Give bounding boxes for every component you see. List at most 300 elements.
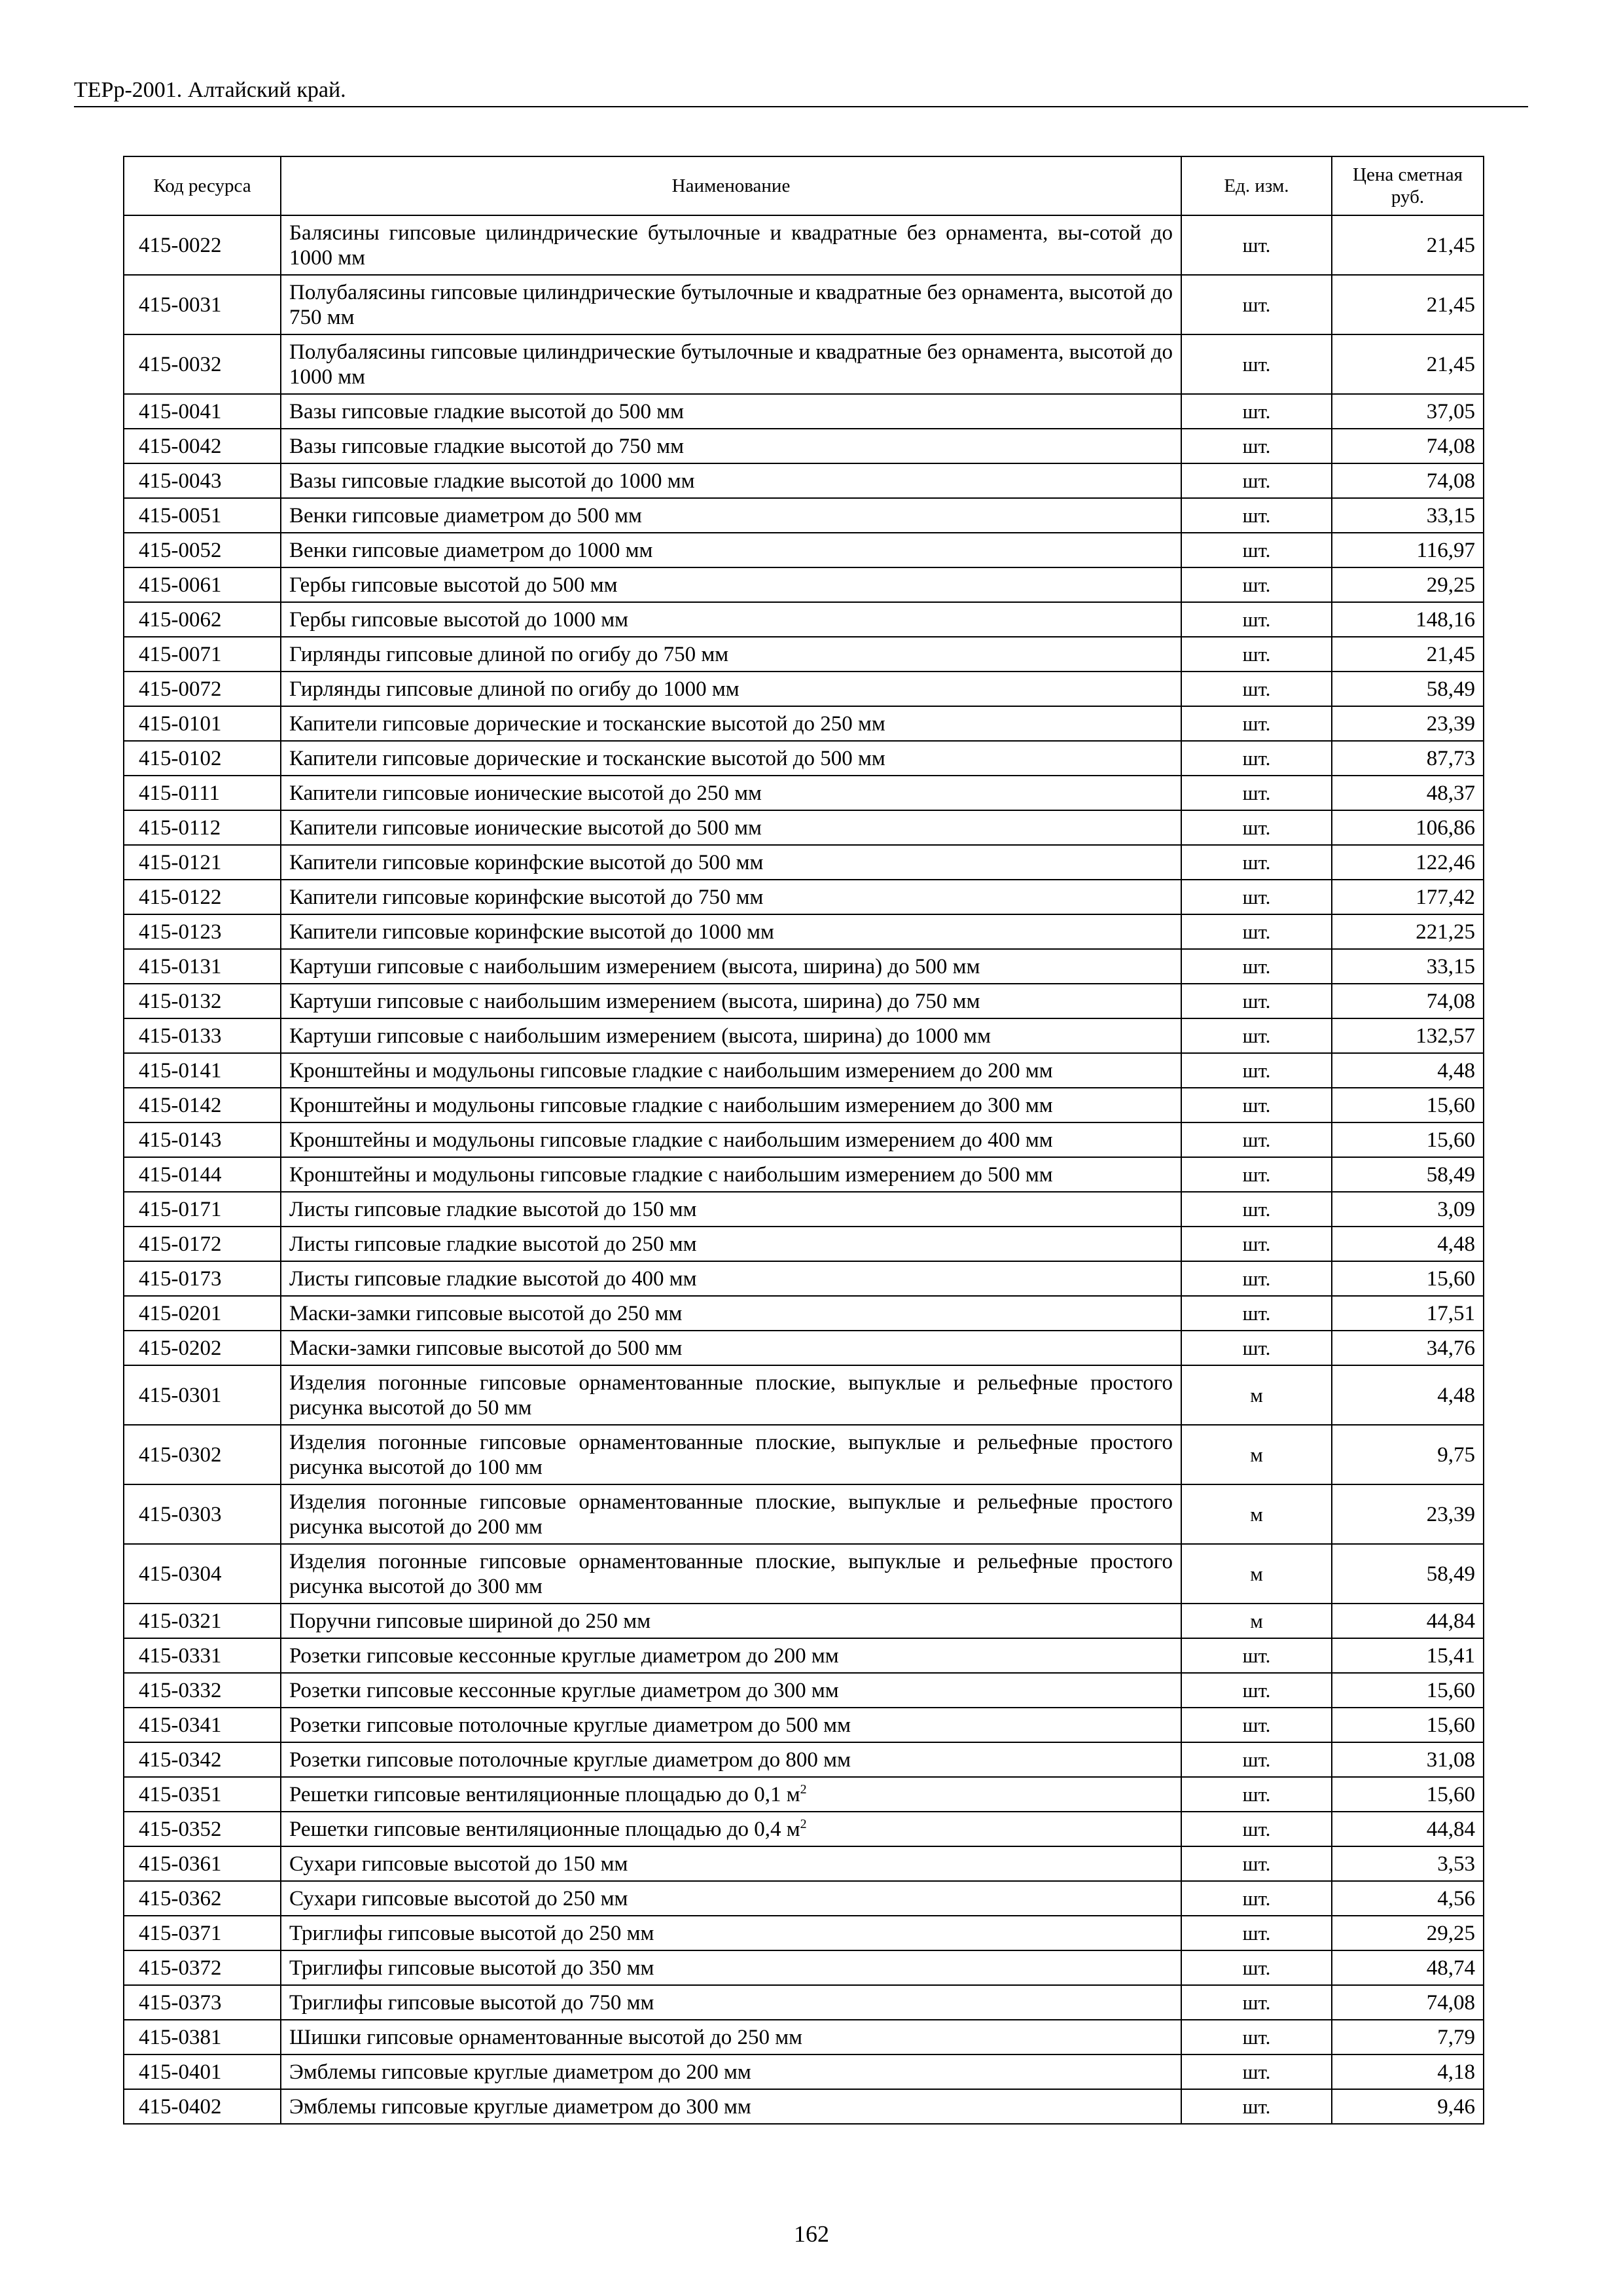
unit-of-measure: шт. [1181,567,1332,602]
resource-name-text: Сухари гипсовые высотой до 150 мм [289,1852,628,1876]
column-header-price: Цена сметная руб. [1332,156,1484,215]
table-row [124,914,1484,949]
unit-of-measure: шт. [1181,1261,1332,1296]
resource-name-text: Капители гипсовые ионические высотой до 250 мм [289,781,762,805]
estimated-price: 177,42 [1332,880,1484,914]
table-row [124,1708,1484,1742]
resource-code: 415-0201 [124,1296,281,1331]
estimated-price: 122,46 [1332,845,1484,880]
estimated-price: 221,25 [1332,914,1484,949]
estimated-price: 4,48 [1332,1053,1484,1088]
estimated-price: 106,86 [1332,810,1484,845]
estimated-price: 15,41 [1332,1638,1484,1673]
table-row [124,275,1484,334]
estimated-price: 15,60 [1332,1122,1484,1157]
table-row [124,1544,1484,1604]
column-header-code: Код ресурса [124,156,281,215]
resource-name-text: Триглифы гипсовые высотой до 350 мм [289,1956,654,1980]
resource-code: 415-0032 [124,334,281,394]
unit-of-measure: шт. [1181,1881,1332,1916]
resource-name-text: Картуши гипсовые с наибольшим измерением (высота, ширина) до 500 мм [289,954,980,978]
estimated-price: 31,08 [1332,1742,1484,1777]
unit-of-measure: шт. [1181,215,1332,275]
estimated-price: 7,79 [1332,2020,1484,2054]
resource-name-text: Полубалясины гипсовые цилиндрические бутылочные и квадратные без орнамента, высотой до 1000 мм [289,340,1173,389]
unit-of-measure: шт. [1181,1192,1332,1227]
resource-code: 415-0321 [124,1604,281,1638]
table-row [124,810,1484,845]
estimated-price: 4,56 [1332,1881,1484,1916]
table-row [124,1261,1484,1296]
resource-name [281,1985,1181,2020]
table-header-row [124,156,1484,215]
table-row [124,949,1484,984]
estimated-price: 9,46 [1332,2089,1484,2124]
resource-name-text: Капители гипсовые коринфские высотой до 750 мм [289,885,764,909]
resource-name [281,637,1181,672]
resource-code: 415-0372 [124,1950,281,1985]
table-row [124,984,1484,1018]
resource-code: 415-0052 [124,533,281,567]
table-row [124,602,1484,637]
resource-name-text: Эмблемы гипсовые круглые диаметром до 200 мм [289,2060,751,2084]
estimated-price: 44,84 [1332,1812,1484,1846]
unit-of-measure: шт. [1181,810,1332,845]
resource-code: 415-0341 [124,1708,281,1742]
estimated-price: 15,60 [1332,1088,1484,1122]
resource-code: 415-0122 [124,880,281,914]
resource-name-text: Эмблемы гипсовые круглые диаметром до 300 мм [289,2094,751,2119]
resource-code: 415-0051 [124,498,281,533]
resource-code: 415-0062 [124,602,281,637]
unit-of-measure: шт. [1181,949,1332,984]
resource-name [281,1088,1181,1122]
table-row [124,1916,1484,1950]
resource-name-text: Изделия погонные гипсовые орнаментованные плоские, выпуклые и рельефные простого рисунка высотой до 100 мм [289,1430,1173,1479]
resource-name [281,741,1181,776]
estimated-price: 48,37 [1332,776,1484,810]
resource-code: 415-0401 [124,2054,281,2089]
table-row [124,1053,1484,1088]
unit-of-measure: м [1181,1544,1332,1604]
resource-name [281,1916,1181,1950]
resource-code: 415-0381 [124,2020,281,2054]
table-row [124,1192,1484,1227]
table-row [124,567,1484,602]
unit-of-measure: шт. [1181,1985,1332,2020]
resource-name [281,1638,1181,1673]
resource-name-text: Поручни гипсовые шириной до 250 мм [289,1609,651,1633]
resource-name-text: Триглифы гипсовые высотой до 250 мм [289,1921,654,1945]
resource-code: 415-0302 [124,1425,281,1484]
table-row [124,1846,1484,1881]
estimated-price: 44,84 [1332,1604,1484,1638]
resource-name-text: Капители гипсовые дорические и тосканские высотой до 250 мм [289,711,885,736]
estimated-price: 29,25 [1332,567,1484,602]
estimated-price: 74,08 [1332,984,1484,1018]
resource-name-text: Капители гипсовые ионические высотой до 500 мм [289,816,762,840]
unit-of-measure: шт. [1181,1638,1332,1673]
table-row [124,845,1484,880]
resource-name [281,463,1181,498]
resource-name [281,845,1181,880]
resource-name [281,533,1181,567]
resource-name [281,1846,1181,1881]
table-row [124,498,1484,533]
resource-name-text: Гербы гипсовые высотой до 1000 мм [289,607,628,632]
resource-name [281,1673,1181,1708]
resource-code: 415-0131 [124,949,281,984]
table-row [124,429,1484,463]
resource-code: 415-0061 [124,567,281,602]
resource-name [281,1777,1181,1812]
table-row [124,1950,1484,1985]
resource-code: 415-0352 [124,1812,281,1846]
unit-of-measure: шт. [1181,2089,1332,2124]
unit-of-measure: шт. [1181,275,1332,334]
table-row [124,706,1484,741]
estimated-price: 48,74 [1332,1950,1484,1985]
unit-of-measure: шт. [1181,2054,1332,2089]
estimated-price: 4,48 [1332,1365,1484,1425]
unit-of-measure: шт. [1181,1916,1332,1950]
resource-code: 415-0041 [124,394,281,429]
unit-of-measure: шт. [1181,602,1332,637]
resource-code: 415-0101 [124,706,281,741]
resource-name-text: Изделия погонные гипсовые орнаментованные плоские, выпуклые и рельефные простого рисунка высотой до 50 мм [289,1371,1173,1420]
estimated-price: 21,45 [1332,637,1484,672]
estimated-price: 15,60 [1332,1673,1484,1708]
estimated-price: 21,45 [1332,215,1484,275]
unit-of-measure: шт. [1181,2020,1332,2054]
unit-of-measure: шт. [1181,1296,1332,1331]
estimated-price: 58,49 [1332,1157,1484,1192]
table-row [124,394,1484,429]
table-row [124,776,1484,810]
resource-name-text: Кронштейны и модульоны гипсовые гладкие с наибольшим измерением до 400 мм [289,1128,1053,1152]
resource-code: 415-0371 [124,1916,281,1950]
unit-of-measure: шт. [1181,394,1332,429]
resource-code: 415-0141 [124,1053,281,1088]
resource-name-text: Венки гипсовые диаметром до 500 мм [289,503,642,528]
estimated-price: 4,18 [1332,2054,1484,2089]
resource-name-text: Гирлянды гипсовые длиной по огибу до 750 мм [289,642,729,666]
table-row [124,1484,1484,1544]
unit-of-measure: шт. [1181,1157,1332,1192]
resource-name [281,1227,1181,1261]
estimated-price: 3,09 [1332,1192,1484,1227]
unit-of-measure: шт. [1181,1846,1332,1881]
resource-code: 415-0402 [124,2089,281,2124]
resource-name-text: Кронштейны и модульоны гипсовые гладкие с наибольшим измерением до 200 мм [289,1058,1053,1083]
estimated-price: 58,49 [1332,1544,1484,1604]
resource-name [281,1881,1181,1916]
estimated-price: 148,16 [1332,602,1484,637]
resource-code: 415-0031 [124,275,281,334]
table-row [124,1365,1484,1425]
resource-name-text: Вазы гипсовые гладкие высотой до 750 мм [289,434,685,458]
estimated-price: 29,25 [1332,1916,1484,1950]
table-row [124,672,1484,706]
resource-name [281,1425,1181,1484]
resource-name [281,602,1181,637]
resource-name-text: Решетки гипсовые вентиляционные площадью до 0,1 м [289,1782,800,1806]
estimated-price: 4,48 [1332,1227,1484,1261]
unit-of-measure: м [1181,1425,1332,1484]
resource-name [281,2089,1181,2124]
resource-name [281,1742,1181,1777]
resource-name-text: Балясины гипсовые цилиндрические бутылочные и квадратные без орнамента, вы-сотой до 1000 мм [289,221,1173,270]
resource-name [281,776,1181,810]
resource-name [281,810,1181,845]
resource-code: 415-0332 [124,1673,281,1708]
resource-code: 415-0102 [124,741,281,776]
estimated-price: 74,08 [1332,463,1484,498]
column-header-unit: Ед. изм. [1181,156,1332,215]
resource-code: 415-0202 [124,1331,281,1365]
resource-name-text: Розетки гипсовые кессонные круглые диаметром до 300 мм [289,1678,839,1702]
table-row [124,1881,1484,1916]
estimated-price: 23,39 [1332,706,1484,741]
resource-name-text: Шишки гипсовые орнаментованные высотой до 250 мм [289,2025,803,2049]
unit-of-measure: шт. [1181,1122,1332,1157]
resource-name [281,429,1181,463]
estimated-price: 21,45 [1332,334,1484,394]
resource-name [281,1296,1181,1331]
unit-of-measure: шт. [1181,776,1332,810]
table-row [124,334,1484,394]
resource-name-text: Гербы гипсовые высотой до 500 мм [289,573,618,597]
unit-of-measure: шт. [1181,1227,1332,1261]
resource-name [281,1018,1181,1053]
resource-name [281,1053,1181,1088]
resource-name-text: Розетки гипсовые потолочные круглые диаметром до 800 мм [289,1748,851,1772]
resource-name [281,1604,1181,1638]
resource-code: 415-0144 [124,1157,281,1192]
resource-code: 415-0172 [124,1227,281,1261]
estimated-price: 15,60 [1332,1261,1484,1296]
unit-exponent: 2 [800,1816,807,1831]
estimated-price: 74,08 [1332,429,1484,463]
table-row [124,637,1484,672]
resource-name-text: Триглифы гипсовые высотой до 750 мм [289,1990,654,2015]
resource-name-text: Гирлянды гипсовые длиной по огибу до 1000 мм [289,677,740,701]
unit-of-measure: шт. [1181,1950,1332,1985]
table-row [124,2054,1484,2089]
resource-name [281,984,1181,1018]
resource-name [281,1365,1181,1425]
resource-code: 415-0173 [124,1261,281,1296]
resource-code: 415-0123 [124,914,281,949]
table-row [124,2089,1484,2124]
resource-name-text: Розетки гипсовые кессонные круглые диаметром до 200 мм [289,1643,839,1668]
resource-code: 415-0351 [124,1777,281,1812]
table-row [124,1673,1484,1708]
estimated-price: 23,39 [1332,1484,1484,1544]
table-row [124,1227,1484,1261]
unit-of-measure: м [1181,1604,1332,1638]
resource-code: 415-0373 [124,1985,281,2020]
resource-name [281,914,1181,949]
resource-name-text: Листы гипсовые гладкие высотой до 400 мм [289,1266,697,1291]
resource-code: 415-0112 [124,810,281,845]
unit-of-measure: шт. [1181,1742,1332,1777]
resource-code: 415-0143 [124,1122,281,1157]
unit-of-measure: шт. [1181,1088,1332,1122]
resource-name [281,672,1181,706]
resource-name [281,2020,1181,2054]
table-row [124,1157,1484,1192]
unit-of-measure: шт. [1181,1053,1332,1088]
resource-name [281,1261,1181,1296]
table-row [124,1812,1484,1846]
resource-name [281,1812,1181,1846]
resource-name [281,880,1181,914]
table-row [124,1777,1484,1812]
resource-name [281,1708,1181,1742]
resource-name [281,2054,1181,2089]
resource-name-text: Кронштейны и модульоны гипсовые гладкие с наибольшим измерением до 500 мм [289,1162,1053,1187]
running-header: ТЕРр-2001. Алтайский край. [74,78,346,102]
estimated-price: 37,05 [1332,394,1484,429]
unit-of-measure: шт. [1181,498,1332,533]
resource-name [281,1192,1181,1227]
resource-name-text: Капители гипсовые дорические и тосканские высотой до 500 мм [289,746,885,770]
unit-of-measure: шт. [1181,672,1332,706]
resource-code: 415-0043 [124,463,281,498]
resource-name-text: Изделия погонные гипсовые орнаментованные плоские, выпуклые и рельефные простого рисунка высотой до 200 мм [289,1490,1173,1539]
estimated-price: 21,45 [1332,275,1484,334]
column-header-name: Наименование [281,156,1181,215]
resource-name [281,1331,1181,1365]
resource-name [281,498,1181,533]
resource-name [281,1122,1181,1157]
resource-price-table [123,156,1484,2125]
resource-code: 415-0022 [124,215,281,275]
resource-code: 415-0111 [124,776,281,810]
table-row [124,741,1484,776]
table-row [124,1985,1484,2020]
resource-name [281,394,1181,429]
resource-name-text: Картуши гипсовые с наибольшим измерением (высота, ширина) до 750 мм [289,989,980,1013]
estimated-price: 33,15 [1332,949,1484,984]
resource-name-text: Картуши гипсовые с наибольшим измерением (высота, ширина) до 1000 мм [289,1024,991,1048]
resource-name [281,215,1181,275]
unit-of-measure: м [1181,1484,1332,1544]
page-number: 162 [794,2221,829,2247]
unit-of-measure: шт. [1181,880,1332,914]
unit-of-measure: шт. [1181,1777,1332,1812]
resource-name [281,949,1181,984]
resource-name [281,1950,1181,1985]
resource-name-text: Вазы гипсовые гладкие высотой до 500 мм [289,399,685,423]
resource-name-text: Капители гипсовые коринфские высотой до 1000 мм [289,920,774,944]
table-row [124,533,1484,567]
unit-of-measure: шт. [1181,845,1332,880]
header-rule [74,106,1528,107]
resource-name-text: Вазы гипсовые гладкие высотой до 1000 мм [289,469,695,493]
resource-name-text: Кронштейны и модульоны гипсовые гладкие с наибольшим измерением до 300 мм [289,1093,1053,1117]
resource-code: 415-0072 [124,672,281,706]
estimated-price: 87,73 [1332,741,1484,776]
resource-code: 415-0142 [124,1088,281,1122]
estimated-price: 74,08 [1332,1985,1484,2020]
unit-of-measure: шт. [1181,637,1332,672]
table-row [124,2020,1484,2054]
resource-name [281,706,1181,741]
resource-name [281,275,1181,334]
table-row [124,1018,1484,1053]
table-row [124,1122,1484,1157]
unit-of-measure: шт. [1181,429,1332,463]
resource-code: 415-0121 [124,845,281,880]
resource-code: 415-0171 [124,1192,281,1227]
resource-code: 415-0361 [124,1846,281,1881]
resource-name-text: Маски-замки гипсовые высотой до 500 мм [289,1336,683,1360]
resource-name [281,334,1181,394]
estimated-price: 116,97 [1332,533,1484,567]
table-row [124,1296,1484,1331]
estimated-price: 58,49 [1332,672,1484,706]
resource-code: 415-0071 [124,637,281,672]
estimated-price: 15,60 [1332,1777,1484,1812]
resource-name-text: Листы гипсовые гладкие высотой до 250 мм [289,1232,697,1256]
estimated-price: 34,76 [1332,1331,1484,1365]
unit-of-measure: шт. [1181,1018,1332,1053]
resource-code: 415-0301 [124,1365,281,1425]
table-row [124,215,1484,275]
estimated-price: 3,53 [1332,1846,1484,1881]
table-row [124,1425,1484,1484]
unit-of-measure: м [1181,1365,1332,1425]
resource-code: 415-0304 [124,1544,281,1604]
unit-of-measure: шт. [1181,984,1332,1018]
resource-code: 415-0132 [124,984,281,1018]
resource-code: 415-0342 [124,1742,281,1777]
table-row [124,463,1484,498]
resource-code: 415-0303 [124,1484,281,1544]
table-row [124,1088,1484,1122]
resource-name-text: Маски-замки гипсовые высотой до 250 мм [289,1301,683,1325]
table-row [124,1638,1484,1673]
resource-name [281,567,1181,602]
resource-name-text: Розетки гипсовые потолочные круглые диаметром до 500 мм [289,1713,851,1737]
resource-name-text: Венки гипсовые диаметром до 1000 мм [289,538,653,562]
estimated-price: 33,15 [1332,498,1484,533]
resource-name-text: Капители гипсовые коринфские высотой до 500 мм [289,850,764,874]
resource-name-text: Листы гипсовые гладкие высотой до 150 мм [289,1197,697,1221]
unit-of-measure: шт. [1181,706,1332,741]
resource-code: 415-0133 [124,1018,281,1053]
table-row [124,1742,1484,1777]
unit-of-measure: шт. [1181,914,1332,949]
estimated-price: 9,75 [1332,1425,1484,1484]
unit-of-measure: шт. [1181,1812,1332,1846]
table-row [124,880,1484,914]
unit-of-measure: шт. [1181,1673,1332,1708]
unit-exponent: 2 [800,1782,807,1797]
unit-of-measure: шт. [1181,463,1332,498]
table-row [124,1331,1484,1365]
unit-of-measure: шт. [1181,741,1332,776]
resource-code: 415-0362 [124,1881,281,1916]
resource-name [281,1544,1181,1604]
unit-of-measure: шт. [1181,334,1332,394]
unit-of-measure: шт. [1181,533,1332,567]
estimated-price: 132,57 [1332,1018,1484,1053]
unit-of-measure: шт. [1181,1708,1332,1742]
resource-name-text: Сухари гипсовые высотой до 250 мм [289,1886,628,1910]
